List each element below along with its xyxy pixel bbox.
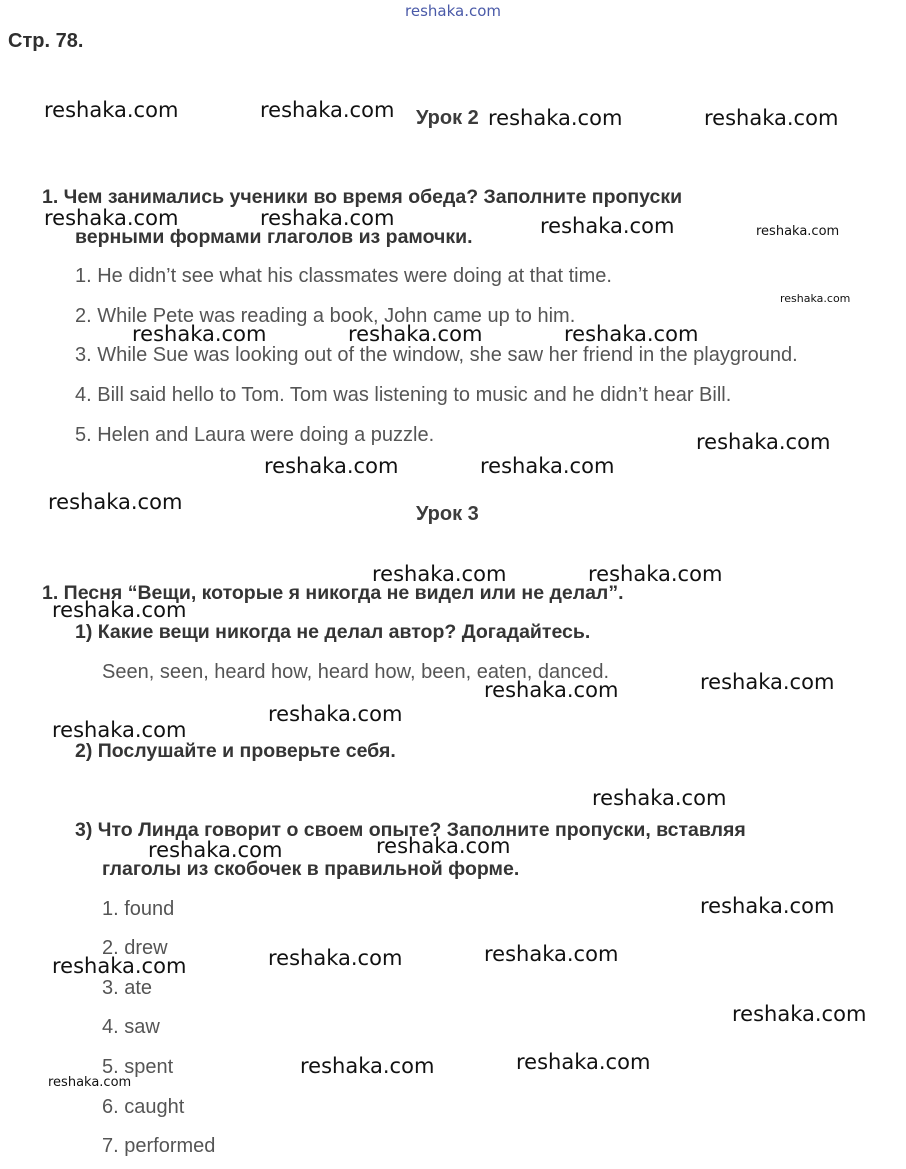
lesson-3-sub-1-answer: Seen, seen, heard how, heard how, been, eaten, danced.	[102, 661, 610, 683]
watermark: reshaka.com	[484, 678, 619, 702]
list-item: 2. While Pete was reading a book, John came up to him.	[75, 305, 576, 327]
list-item: 5. spent	[102, 1056, 174, 1078]
watermark: reshaka.com	[700, 670, 835, 694]
list-item: 6. caught	[102, 1096, 185, 1118]
watermark: reshaka.com	[52, 598, 187, 622]
watermark: reshaka.com	[592, 786, 727, 810]
watermark: reshaka.com	[132, 322, 267, 346]
watermark: reshaka.com	[300, 1054, 435, 1078]
watermark: reshaka.com	[148, 838, 283, 862]
lesson-3-sub-3-heading-cont: глаголы из скобочек в правильной форме.	[102, 858, 520, 880]
watermark: reshaka.com	[372, 562, 507, 586]
watermark: reshaka.com	[516, 1050, 651, 1074]
watermark: reshaka.com	[48, 1075, 132, 1090]
lesson-3-title: Урок 3	[416, 503, 479, 525]
watermark: reshaka.com	[732, 1002, 867, 1026]
lesson-3-sub-2-heading: 2) Послушайте и проверьте себя.	[75, 740, 396, 762]
lesson-3-sub-3-heading: 3) Что Линда говорит о своем опыте? Заполните пропуски, вставляя	[75, 819, 746, 841]
list-item: 7. performed	[102, 1135, 216, 1157]
watermark: reshaka.com	[696, 430, 831, 454]
watermark: reshaka.com	[488, 106, 623, 130]
lesson-2-title: Урок 2	[416, 107, 479, 129]
watermark: reshaka.com	[564, 322, 699, 346]
list-item: 3. ate	[102, 977, 153, 999]
watermark: reshaka.com	[260, 98, 395, 122]
lesson-2-task-1-heading-cont: верными формами глаголов из рамочки.	[75, 226, 473, 248]
watermark: reshaka.com	[348, 322, 483, 346]
list-item: 3. While Sue was looking out of the window, she saw her friend in the playground.	[75, 344, 798, 366]
list-item: 5. Helen and Laura were doing a puzzle.	[75, 424, 435, 446]
watermark: reshaka.com	[704, 106, 839, 130]
list-item: 1. He didn’t see what his classmates were doing at that time.	[75, 265, 612, 287]
watermark: reshaka.com	[756, 224, 840, 239]
watermark: reshaka.com	[480, 454, 615, 478]
site-header-watermark: reshaka.com	[405, 2, 501, 20]
watermark: reshaka.com	[780, 292, 851, 305]
watermark: reshaka.com	[52, 954, 187, 978]
lesson-2-task-1-heading: 1. Чем занимались ученики во время обеда? Заполните пропуски	[42, 186, 683, 208]
watermark: reshaka.com	[484, 942, 619, 966]
watermark: reshaka.com	[268, 946, 403, 970]
list-item: 4. Bill said hello to Tom. Tom was listening to music and he didn’t hear Bill.	[75, 384, 732, 406]
watermark: reshaka.com	[52, 718, 187, 742]
watermark: reshaka.com	[700, 894, 835, 918]
page-number: Стр. 78.	[8, 30, 84, 52]
lesson-3-task-1-heading: 1. Песня “Вещи, которые я никогда не видел или не делал”.	[42, 582, 624, 604]
watermark: reshaka.com	[44, 98, 179, 122]
watermark: reshaka.com	[540, 214, 675, 238]
watermark: reshaka.com	[588, 562, 723, 586]
watermark: reshaka.com	[48, 490, 183, 514]
list-item: 1. found	[102, 898, 175, 920]
watermark: reshaka.com	[376, 834, 511, 858]
watermark: reshaka.com	[44, 206, 179, 230]
list-item: 2. drew	[102, 937, 168, 959]
list-item: 4. saw	[102, 1016, 160, 1038]
lesson-3-sub-1-heading: 1) Какие вещи никогда не делал автор? Догадайтесь.	[75, 621, 591, 643]
watermark: reshaka.com	[268, 702, 403, 726]
watermark: reshaka.com	[260, 206, 395, 230]
watermark: reshaka.com	[264, 454, 399, 478]
